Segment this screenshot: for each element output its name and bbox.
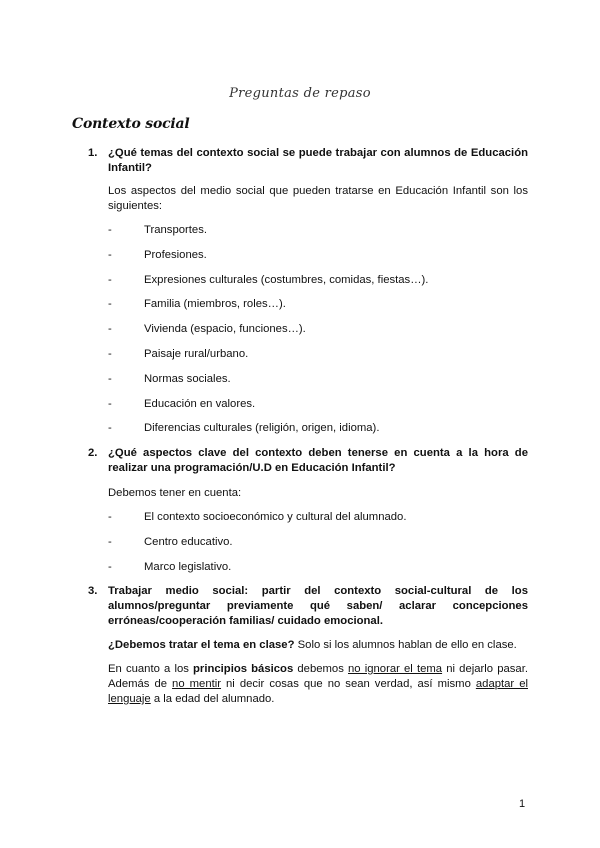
list-item-text: Vivienda (espacio, funciones…). [144,323,306,336]
list-item [108,223,207,238]
question-3-answer-2 [108,662,528,707]
page-title: Preguntas de repaso [229,86,371,101]
underlined-term: adaptar el [475,678,528,690]
answer-text: ni decir cosas que no sean verdad, así mismo [221,678,476,690]
answer-line [108,677,528,692]
bullet-dash: - [108,323,112,336]
answer-text: ni dejarlo pasar. [442,663,528,675]
answer-text: Además de [108,678,173,690]
bullet-dash: - [108,372,112,385]
page-number: 1 [519,798,526,810]
answer-text: a la edad del alumnado. [150,693,275,705]
bullet-dash: - [108,273,112,286]
list-item [108,322,306,337]
answer-question: ¿Debemos tratar el tema en clase? [108,639,295,651]
list-item [108,535,233,550]
list-item [108,510,406,525]
underlined-term: no mentir [172,678,222,690]
list-item [108,560,231,575]
answer-text: Solo si los alumnos hablan de ello en clase. [294,639,517,651]
list-item-text: Diferencias culturales (religión, origen, idioma). [144,422,380,435]
answer-line [108,692,528,707]
bullet-dash: - [108,535,112,548]
bullet-dash: - [108,511,112,523]
list-item [108,347,248,362]
list-item-text: Paisaje rural/urbano. [144,348,249,360]
question-line: Trabajar medio social: partir del contexto social-cultural de los [108,585,528,597]
question-number: 2. [88,447,98,459]
bullet-dash: - [108,348,112,360]
key-term: principios básicos [193,663,294,675]
answer-line [108,662,528,677]
bullet-dash: - [108,224,112,236]
answer-text: En cuanto a los [108,663,194,675]
list-item-text: Profesiones. [144,248,207,261]
list-item-text: Transportes. [144,224,207,236]
list-item-text: Educación en valores. [144,397,256,410]
question-text: ¿Qué temas del contexto social se puede trabajar con alumnos de Educación Infantil? [108,147,528,174]
bullet-dash: - [108,560,112,573]
list-item-text: Expresiones culturales (costumbres, comidas, fiestas…). [144,273,429,286]
list-item [108,248,207,263]
underlined-term: lenguaje [108,693,151,705]
answer-text: debemos [293,663,348,675]
underlined-term: no ignorar el tema [348,663,443,675]
bullet-dash: - [108,422,112,435]
list-item-text: Marco legislativo. [144,560,232,573]
question-1-intro: Los aspectos del medio social que pueden tratarse en Educación Infantil son los siguientes: [108,185,528,212]
list-item [108,372,231,387]
bullet-dash: - [108,397,112,410]
list-item [108,297,286,312]
list-item [108,397,255,412]
question-text: ¿Qué aspectos clave del contexto deben tenerse en cuenta a la hora de realizar una programación/U.D en Educación Infantil? [108,447,528,474]
question-3 [88,584,528,629]
list-item [108,421,379,436]
list-item-text: Normas sociales. [144,372,231,385]
section-heading: Contexto social [72,116,190,132]
question-line: alumnos/preguntar previamente qué saben/ aclarar concepciones [108,600,528,612]
question-2-intro: Debemos tener en cuenta: [108,487,242,499]
question-number: 3. [88,585,98,597]
question-text [108,584,528,629]
list-item-text: Familia (miembros, roles…). [144,298,286,311]
list-item-text: Centro educativo. [144,535,233,548]
bullet-dash: - [108,248,112,261]
list-item-text: El contexto socioeconómico y cultural del alumnado. [144,511,407,523]
question-number: 1. [88,147,98,159]
question-line: erróneas/cooperación familias/ cuidado emocional. [108,615,383,627]
list-item [108,273,428,288]
question-1 [88,146,528,176]
question-3-answer-1 [108,638,528,653]
bullet-dash: - [108,298,112,311]
question-2 [88,446,528,476]
